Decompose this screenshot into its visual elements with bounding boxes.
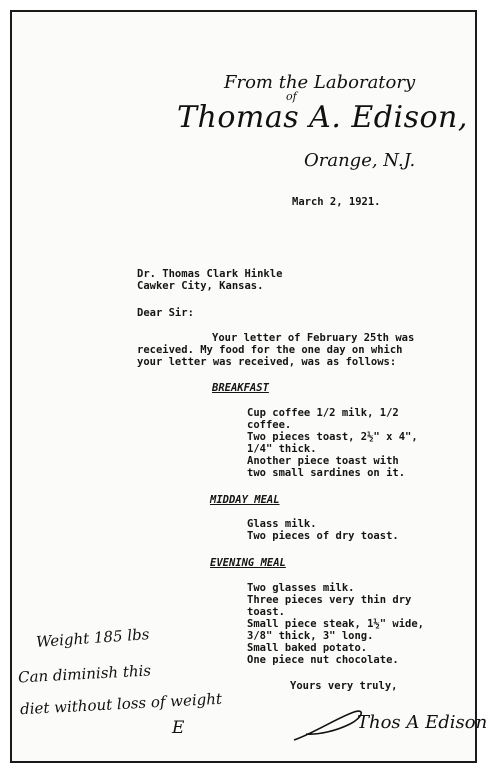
letter-date: March 2, 1921. [292, 196, 381, 208]
recipient-address: Cawker City, Kansas. [137, 280, 264, 292]
recipient-name: Dr. Thomas Clark Hinkle [137, 268, 283, 280]
letterhead-name: Thomas A. Edison, [177, 100, 468, 135]
meal-item: Three pieces very thin dry [247, 594, 412, 606]
meal-item: Small piece steak, 1½" wide, [247, 618, 425, 630]
letterhead-location: Orange, N.J. [304, 150, 416, 171]
meal-item: Cup coffee 1/2 milk, 1/2 [247, 407, 399, 419]
meal-item: 1/4" thick. [247, 443, 317, 455]
letterhead-of: of [286, 90, 297, 103]
body-line: received. My food for the one day on which [137, 344, 403, 356]
meal-item: Small baked potato. [247, 642, 368, 654]
meal-item: Two pieces toast, 2½" x 4", [247, 431, 418, 443]
meal-item: two small sardines on it. [247, 467, 406, 479]
meal-item: toast. [247, 606, 285, 618]
letter-page [10, 10, 487, 763]
letterhead-line1: From the Laboratory [224, 72, 416, 93]
handwritten-note: Weight 185 lbs [35, 625, 150, 651]
meal-item: coffee. [247, 419, 292, 431]
meal-heading-breakfast: BREAKFAST [212, 382, 269, 394]
handwritten-note: Can diminish this [17, 661, 152, 687]
salutation: Dear Sir: [137, 307, 194, 319]
meal-item: 3/8" thick, 3" long. [247, 630, 374, 642]
handwritten-note: diet without loss of weight [19, 689, 223, 719]
meal-heading-evening: EVENING MEAL [210, 557, 286, 569]
closing: Yours very truly, [290, 680, 398, 692]
handwritten-initial: E [172, 718, 185, 738]
meal-heading-midday: MIDDAY MEAL [210, 494, 280, 506]
meal-item: Another piece toast with [247, 455, 399, 467]
meal-item: One piece nut chocolate. [247, 654, 399, 666]
body-line: your letter was received, was as follows: [137, 356, 397, 368]
meal-item: Two glasses milk. [247, 582, 355, 594]
meal-item: Glass milk. [247, 518, 317, 530]
body-line: Your letter of February 25th was [212, 332, 415, 344]
signature: Thos A Edison [357, 712, 487, 733]
meal-item: Two pieces of dry toast. [247, 530, 399, 542]
